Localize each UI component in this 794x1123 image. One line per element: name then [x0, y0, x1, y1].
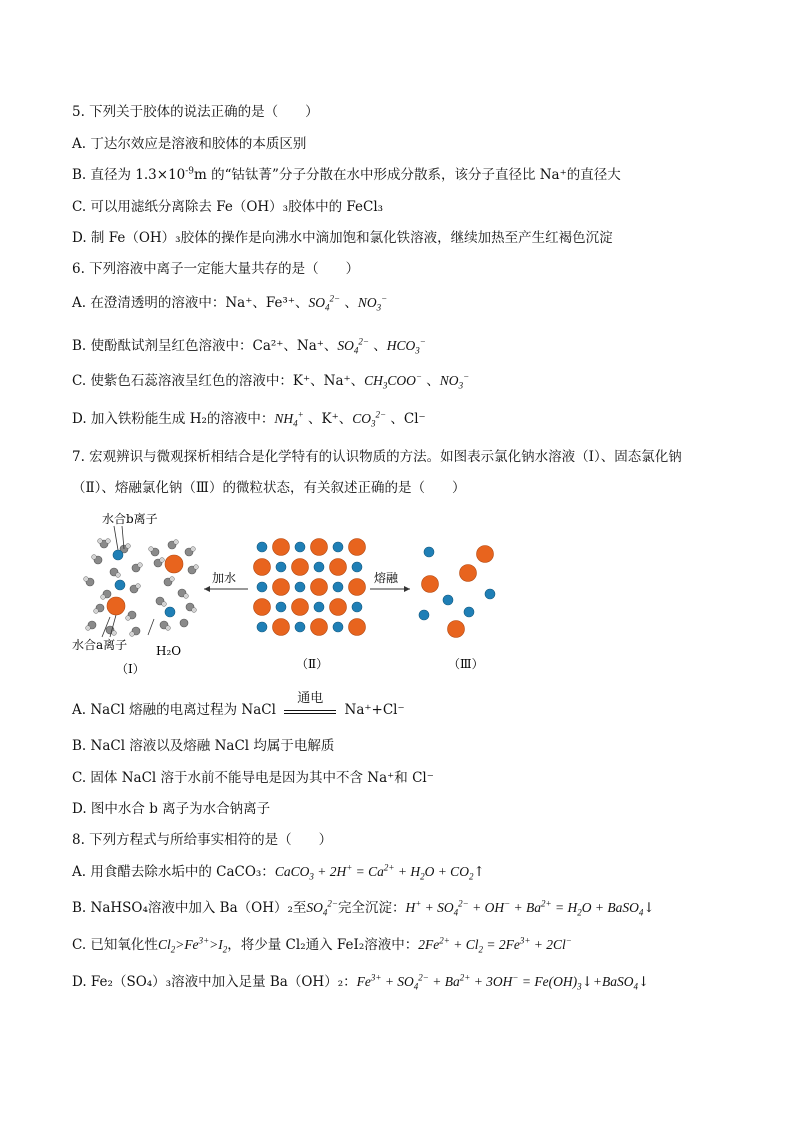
q8-option-a: A. 用食醋去除水垢中的 CaCO₃：CaCO$_3$ + $2H^+ = Ca^{2+} + H_2O$ + $CO_2↑$	[72, 862, 485, 882]
q7-option-b: B. NaCl 溶液以及熔融 NaCl 均属于电解质	[72, 738, 335, 754]
q6-option-d: D. 加入铁粉能生成 H₂的溶液中：$NH_4^+$ 、K⁺、$CO_3^{2-}$ 、Cl⁻	[72, 409, 426, 429]
q5-stem: 5. 下列关于胶体的说法正确的是（ ）	[72, 104, 319, 120]
electrolysis-condition: 通电	[284, 700, 336, 714]
nacl-particle-figure	[72, 505, 512, 680]
label-hydrated-b: 水合b离子	[102, 512, 158, 526]
q7-option-d: D. 图中水合 b 离子为水合钠离子	[72, 801, 271, 817]
q7-stem-line2: （Ⅱ）、熔融氯化钠（Ⅲ）的微粒状态，有关叙述正确的是（ ）	[72, 480, 466, 496]
panel-solid-lattice	[254, 539, 366, 672]
q6-option-c: C. 使紫色石蕊溶液呈红色的溶液中：K⁺、Na⁺、$CH_3COO^-$ 、$NO_3^-$	[72, 371, 470, 391]
q5-option-c: C. 可以用滤纸分离除去 Fe（OH）₃胶体中的 FeCl₃	[72, 199, 384, 215]
caption-2: （Ⅱ）	[296, 657, 329, 671]
q6-option-b: B. 使酚酞试剂呈红色溶液中：Ca²⁺、Na⁺、$SO_4^{2-}$ 、$HCO_3^-$	[72, 336, 426, 356]
q8-option-c: C. 已知氧化性$Cl_2>Fe^{3+}>I_2$，将少量 Cl₂通入 FeI₂溶液中：$2Fe^{2+} + Cl_2 = 2Fe^{3+} + 2Cl^-$	[72, 935, 572, 955]
q7-stem-line1: 7. 宏观辨识与微观探析相结合是化学特有的认识物质的方法。如图表示氯化钠水溶液（Ⅰ）、固态氯化钠	[72, 449, 682, 465]
label-melt: 熔融	[374, 571, 399, 585]
water-molecules	[86, 540, 196, 635]
label-add-water: 加水	[212, 571, 237, 585]
molten-large-ions	[422, 546, 494, 638]
panel-molten	[419, 546, 495, 672]
q5-option-a: A. 丁达尔效应是溶液和胶体的本质区别	[72, 136, 307, 152]
caption-3: （Ⅲ）	[448, 657, 484, 671]
label-h2o: H₂O	[156, 644, 182, 658]
panel-solution	[72, 511, 198, 676]
arrow-add-water	[204, 570, 248, 592]
lattice-large-ions	[254, 539, 366, 636]
nacl-diagram	[72, 505, 512, 680]
q8-option-b: B. NaHSO₄溶液中加入 Ba（OH）₂至$SO_4^{2-}$完全沉淀：$H^+ + SO_4^{2-} + OH^- + Ba^{2+} = H_2O$ + BaSO$_4$↓	[72, 898, 655, 918]
arrow-melt	[370, 570, 410, 592]
caption-1: （Ⅰ）	[116, 662, 145, 676]
q8-stem: 8. 下列方程式与所给事实相符的是（ ）	[72, 832, 333, 848]
q8-option-d: D. Fe₂（SO₄）₃溶液中加入足量 Ba（OH）₂：$Fe^{3+} + SO_4^{2-} + Ba^{2+} + 3OH^-$ = $Fe(OH)_3↓+BaSO_4↓$	[72, 972, 650, 992]
q7-option-c: C. 固体 NaCl 溶于水前不能导电是因为其中不含 Na⁺和 Cl⁻	[72, 770, 434, 786]
label-hydrated-a: 水合a离子	[72, 638, 128, 652]
q6-stem: 6. 下列溶液中离子一定能大量共存的是（ ）	[72, 261, 360, 277]
q6-option-a: A. 在澄清透明的溶液中：Na⁺、Fe³⁺、$SO_4^{2-}$ 、$NO_3^-$	[72, 293, 388, 313]
q5-option-d: D. 制 Fe（OH）₃胶体的操作是向沸水中滴加饱和氯化铁溶液，继续加热至产生红褐色沉淀	[72, 230, 613, 246]
q7-option-a: A. NaCl 熔融的电离过程为 NaCl 通电 Na⁺+Cl⁻	[72, 691, 405, 718]
q5-option-b: B. 直径为 $1.3\times 10^{-9}m$ 的“钴钛菁”分子分散在水中形成分散系，该分子直径比 Na⁺的直径大	[72, 166, 621, 183]
